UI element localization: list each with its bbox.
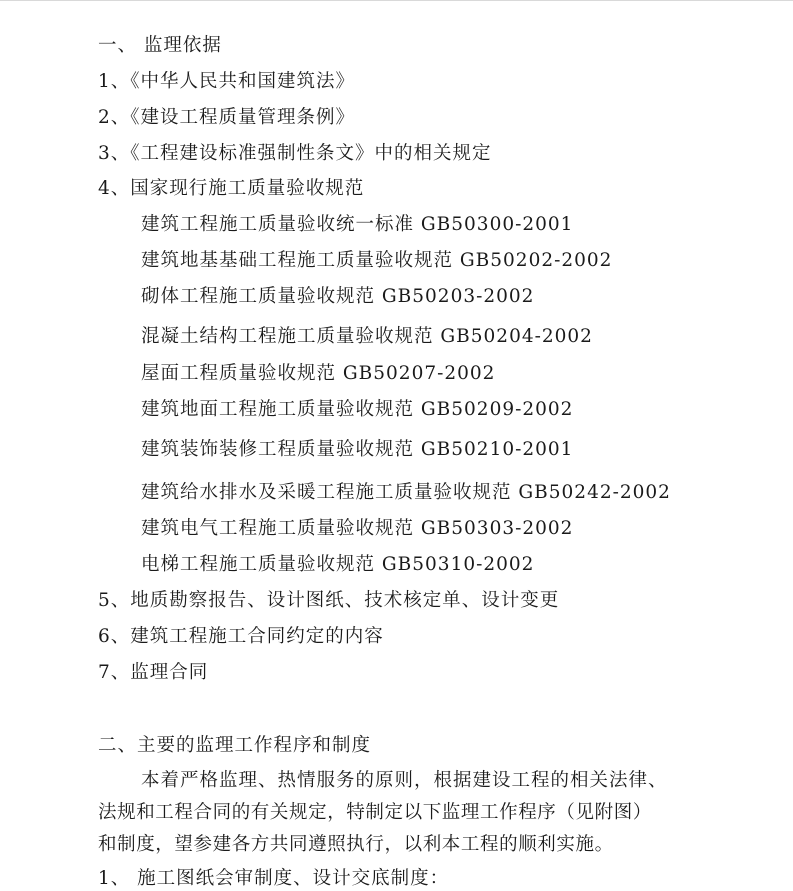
list-item: 5、地质勘察报告、设计图纸、技术核定单、设计变更 bbox=[98, 590, 560, 611]
list-item: 6、建筑工程施工合同约定的内容 bbox=[98, 626, 384, 647]
section1-title: 一、 监理依据 bbox=[98, 35, 222, 56]
list-item: 4、国家现行施工质量验收规范 bbox=[98, 178, 365, 199]
list-item: 1、《中华人民共和国建筑法》 bbox=[98, 71, 356, 92]
list-item: 7、监理合同 bbox=[98, 662, 209, 683]
standard-item: 屋面工程质量验收规范 GB50207-2002 bbox=[141, 363, 496, 384]
section2-title: 二、主要的监理工作程序和制度 bbox=[98, 735, 372, 756]
list-item: 3、《工程建设标准强制性条文》中的相关规定 bbox=[98, 143, 492, 164]
standard-item: 建筑地基基础工程施工质量验收规范 GB50202-2002 bbox=[141, 250, 613, 271]
paragraph-line: 和制度，望参建各方共同遵照执行，以利本工程的顺利实施。 bbox=[98, 834, 614, 855]
standard-item: 砌体工程施工质量验收规范 GB50203-2002 bbox=[141, 286, 535, 307]
standard-item: 混凝土结构工程施工质量验收规范 GB50204-2002 bbox=[141, 326, 593, 347]
standard-item: 建筑工程施工质量验收统一标准 GB50300-2001 bbox=[141, 214, 574, 235]
list-item: 2、《建设工程质量管理条例》 bbox=[98, 107, 356, 128]
standard-item: 建筑地面工程施工质量验收规范 GB50209-2002 bbox=[141, 399, 574, 420]
paragraph-line: 法规和工程合同的有关规定，特制定以下监理工作程序（见附图） bbox=[98, 802, 652, 823]
standard-item: 建筑电气工程施工质量验收规范 GB50303-2002 bbox=[141, 518, 574, 539]
standard-item: 建筑装饰装修工程质量验收规范 GB50210-2001 bbox=[141, 439, 574, 460]
standard-item: 建筑给水排水及采暖工程施工质量验收规范 GB50242-2002 bbox=[141, 482, 671, 503]
paragraph-line: 本着严格监理、热情服务的原则，根据建设工程的相关法律、 bbox=[141, 770, 668, 791]
standard-item: 电梯工程施工质量验收规范 GB50310-2002 bbox=[141, 554, 535, 575]
section2-item: 1、 施工图纸会审制度、设计交底制度： bbox=[98, 868, 450, 889]
